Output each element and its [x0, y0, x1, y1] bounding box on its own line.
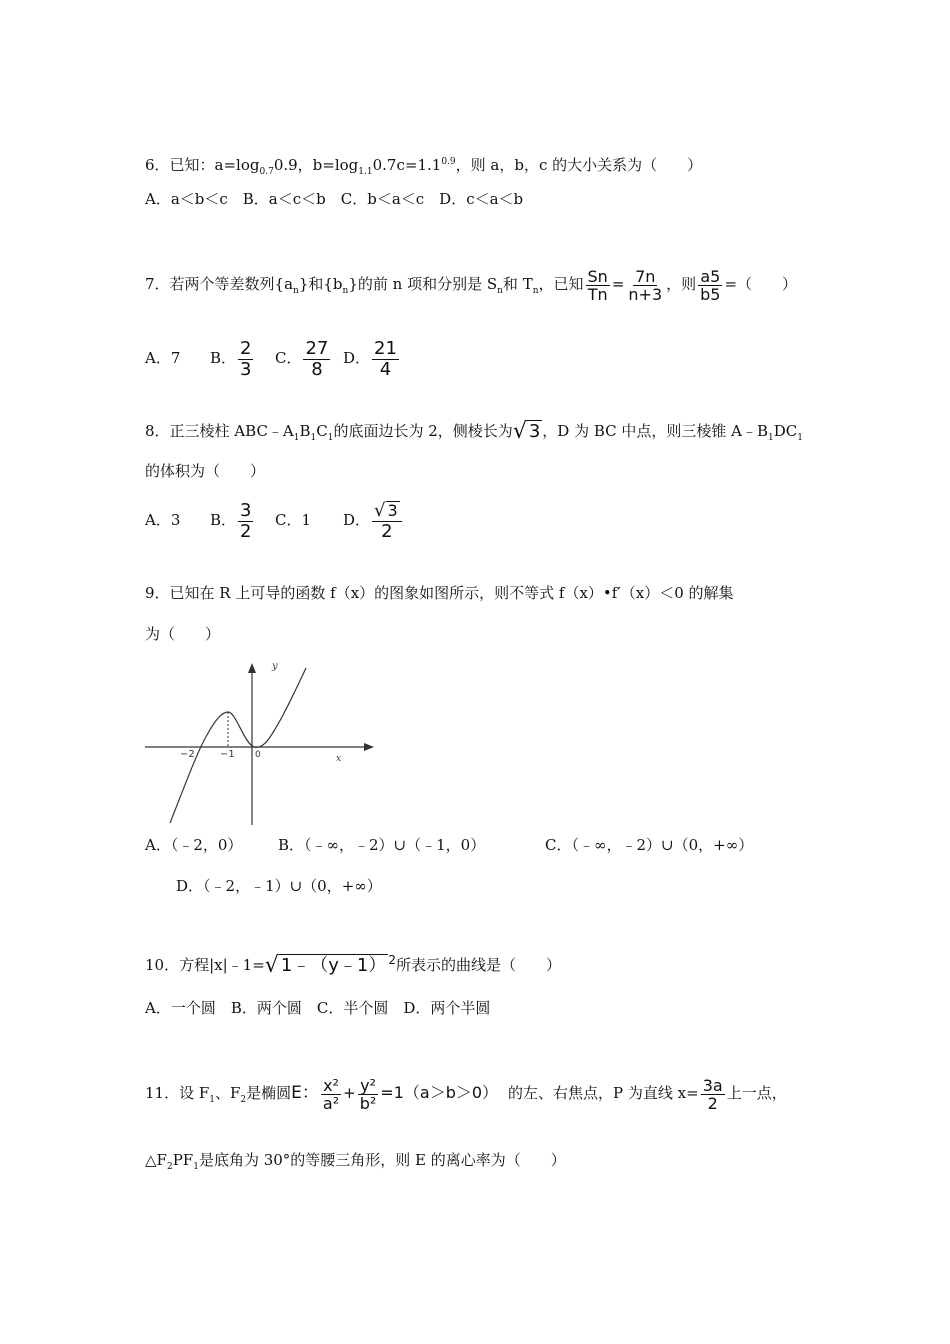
fraction-numerator: 3: [240, 499, 252, 521]
q11-stem-line2: [145, 1150, 566, 1177]
fraction-numerator: 27: [305, 337, 329, 359]
q8-text: 的底面边长为 2，侧棱长为: [333, 422, 513, 440]
q7-option-a: A．7: [145, 349, 181, 367]
q7-stem: [145, 262, 797, 313]
q6-text: 6．已知：a=log: [145, 156, 260, 174]
q10-text: 10．方程|x|﹣1=: [145, 956, 265, 974]
q8-text: 8．正三棱柱 ABC﹣A: [145, 422, 294, 440]
q10-stem: [145, 946, 561, 979]
q8-text: C: [316, 422, 328, 440]
q11-fraction-x2-a2: [321, 1077, 341, 1112]
q11-text: 11．设 F: [145, 1084, 210, 1102]
q8-sub: 1: [797, 433, 804, 443]
fraction-denominator: b²: [359, 1093, 377, 1113]
q7-text: }的前 n 项和分别是 S: [348, 275, 498, 293]
q7-fraction-a5-b5: [698, 268, 722, 303]
q11-ellipse-name: E：: [291, 1083, 319, 1103]
q8-text: B: [299, 422, 311, 440]
q8-stem-line2: 的体积为（ ）: [145, 462, 266, 480]
q9-option-d: D．（﹣2，﹣1）∪（0，+∞）: [176, 877, 382, 895]
q11-condition: =1（a＞b＞0）: [380, 1083, 499, 1102]
y-axis-arrow-icon: [248, 663, 256, 673]
fraction-numerator: 21: [374, 337, 397, 359]
q7-sub: n: [497, 286, 503, 296]
q6-sub: 1.1: [358, 167, 373, 177]
fraction-denominator: a²: [322, 1093, 340, 1113]
fraction-denominator: 2: [381, 520, 393, 542]
q7-option-b: [210, 336, 255, 380]
q8-sub: 1: [768, 433, 774, 443]
q7-fraction-7n: [626, 268, 664, 303]
fraction-numerator: y²: [360, 1075, 376, 1095]
fraction-numerator: [372, 501, 402, 522]
q8-option-d-sqrt: [374, 501, 400, 521]
x-axis-label: x: [336, 754, 342, 764]
q11-text: 、F: [215, 1084, 241, 1102]
q11-stem-line1: [145, 1068, 787, 1125]
fraction-denominator: n+3: [628, 284, 663, 304]
q6-sub: 0.7: [259, 167, 274, 177]
tick-label-minus-1: −1: [220, 749, 235, 760]
q11-text: 上一点，: [726, 1084, 787, 1102]
fraction-numerator: 3a: [702, 1075, 723, 1095]
q11-plus: +: [343, 1084, 356, 1102]
q7-option-c-fraction: [303, 339, 330, 380]
option-label: D．: [343, 511, 371, 529]
q11-text: 的左、右焦点，P 为直线 x=: [508, 1084, 699, 1102]
q8-option-d-fraction: [372, 501, 402, 542]
q7-option-d: [343, 336, 401, 380]
q7-option-d-fraction: [372, 339, 399, 380]
fraction-denominator: b5: [700, 284, 721, 304]
tick-label-minus-2: −2: [180, 749, 195, 760]
q7-text: 和 T: [502, 275, 533, 293]
q8-option-b: [210, 498, 255, 542]
option-label: B．: [210, 349, 237, 367]
q11-fraction-3a-2: [701, 1077, 725, 1112]
q6-text: 0.9，b=log: [273, 156, 359, 174]
x-axis-arrow-icon: [364, 743, 374, 751]
q11-text: PF: [172, 1151, 194, 1169]
fraction-denominator: 8: [311, 358, 323, 380]
q9-option-a: A．（﹣2，0）: [145, 836, 243, 854]
q8-sub: 1: [310, 433, 317, 443]
radical-sign: √: [512, 419, 527, 444]
q11-sub: 1: [209, 1095, 215, 1105]
q10-text: 所表示的曲线是（ ）: [396, 956, 562, 974]
radicand: 3: [387, 500, 398, 520]
q6-stem: [145, 152, 702, 182]
option-label: C．: [275, 349, 302, 367]
function-curve: [170, 668, 306, 823]
q10-sqrt: [265, 954, 389, 978]
radicand: 1﹣（y﹣1）: [280, 955, 387, 976]
q7-option-c: [275, 336, 332, 380]
fraction-numerator: 2: [240, 337, 252, 359]
q6-sup: 0.9: [441, 157, 456, 167]
q8-option-c: C．1: [275, 511, 312, 529]
q6-text: ，则 a，b，c 的大小关系为（ ）: [455, 156, 703, 174]
fraction-denominator: 4: [379, 358, 392, 380]
q8-sub: 1: [293, 433, 300, 443]
q11-text: △F: [145, 1151, 167, 1169]
q9-stem-line2: 为（ ）: [145, 625, 221, 643]
q8-option-d: [343, 498, 404, 542]
q7-fraction-sn-tn: [586, 268, 610, 303]
q7-text: ，已知: [538, 275, 584, 293]
option-label: B．: [210, 511, 237, 529]
q9-option-c: C．（﹣∞，﹣2）∪（0，+∞）: [545, 836, 754, 854]
q11-sub: 1: [193, 1162, 199, 1172]
q8-sqrt: [513, 420, 542, 444]
q7-sub: n: [342, 286, 349, 296]
q11-text: 是椭圆: [246, 1084, 292, 1102]
q11-fraction-y2-b2: [358, 1077, 379, 1112]
q11-sub: 2: [240, 1095, 247, 1105]
q6-options: A．a＜b＜c B．a＜c＜b C．b＜a＜c D．c＜a＜b: [145, 190, 524, 208]
option-label: D．: [343, 349, 371, 367]
q8-option-a: A．3: [145, 511, 181, 529]
q7-text: }和{b: [298, 275, 343, 293]
q8-text: DC: [773, 422, 798, 440]
tick-label-origin: 0: [255, 750, 261, 760]
q7-text: =（ ）: [724, 275, 798, 293]
q8-stem-line1: [145, 418, 803, 451]
q7-option-b-fraction: [238, 339, 253, 380]
fraction-numerator: Sn: [587, 266, 608, 286]
q9-function-graph: [140, 655, 380, 825]
q11-sub: 2: [166, 1162, 173, 1172]
fraction-denominator: 3: [240, 358, 252, 380]
q7-text: ，则: [666, 275, 697, 293]
fraction-numerator: 7n: [635, 266, 656, 286]
q7-text: 7．若两个等差数列{a: [145, 275, 294, 293]
q6-text: 0.7c=1.1: [372, 156, 442, 174]
q8-text: ，D 为 BC 中点，则三棱锥 A﹣B: [542, 422, 769, 440]
q7-sub: n: [532, 286, 539, 296]
radical-sign: √: [264, 953, 279, 978]
q7-sub: n: [293, 286, 299, 296]
q7-equals: =: [611, 275, 625, 293]
q10-options: A．一个圆 B．两个圆 C．半个圆 D．两个半圆: [145, 999, 491, 1017]
fraction-denominator: Tn: [587, 284, 608, 304]
q10-exponent: 2: [388, 953, 397, 967]
q11-text: 是底角为 30°的等腰三角形，则 E 的离心率为（ ）: [198, 1151, 566, 1169]
fraction-numerator: a5: [700, 266, 721, 286]
q9-stem-line1: 9．已知在 R 上可导的函数 f（x）的图象如图所示，则不等式 f（x）•f′（x）＜0 的解集: [145, 584, 734, 602]
q9-option-b: B．（﹣∞，﹣2）∪（﹣1，0）: [278, 836, 486, 854]
fraction-denominator: 2: [707, 1093, 718, 1113]
radicand: 3: [528, 421, 541, 442]
fraction-denominator: 2: [240, 520, 252, 542]
y-axis-label: y: [272, 661, 278, 672]
q8-option-b-fraction: [238, 501, 253, 542]
radical-sign: √: [374, 499, 386, 521]
fraction-numerator: x²: [323, 1075, 339, 1095]
q8-sub: 1: [327, 433, 334, 443]
